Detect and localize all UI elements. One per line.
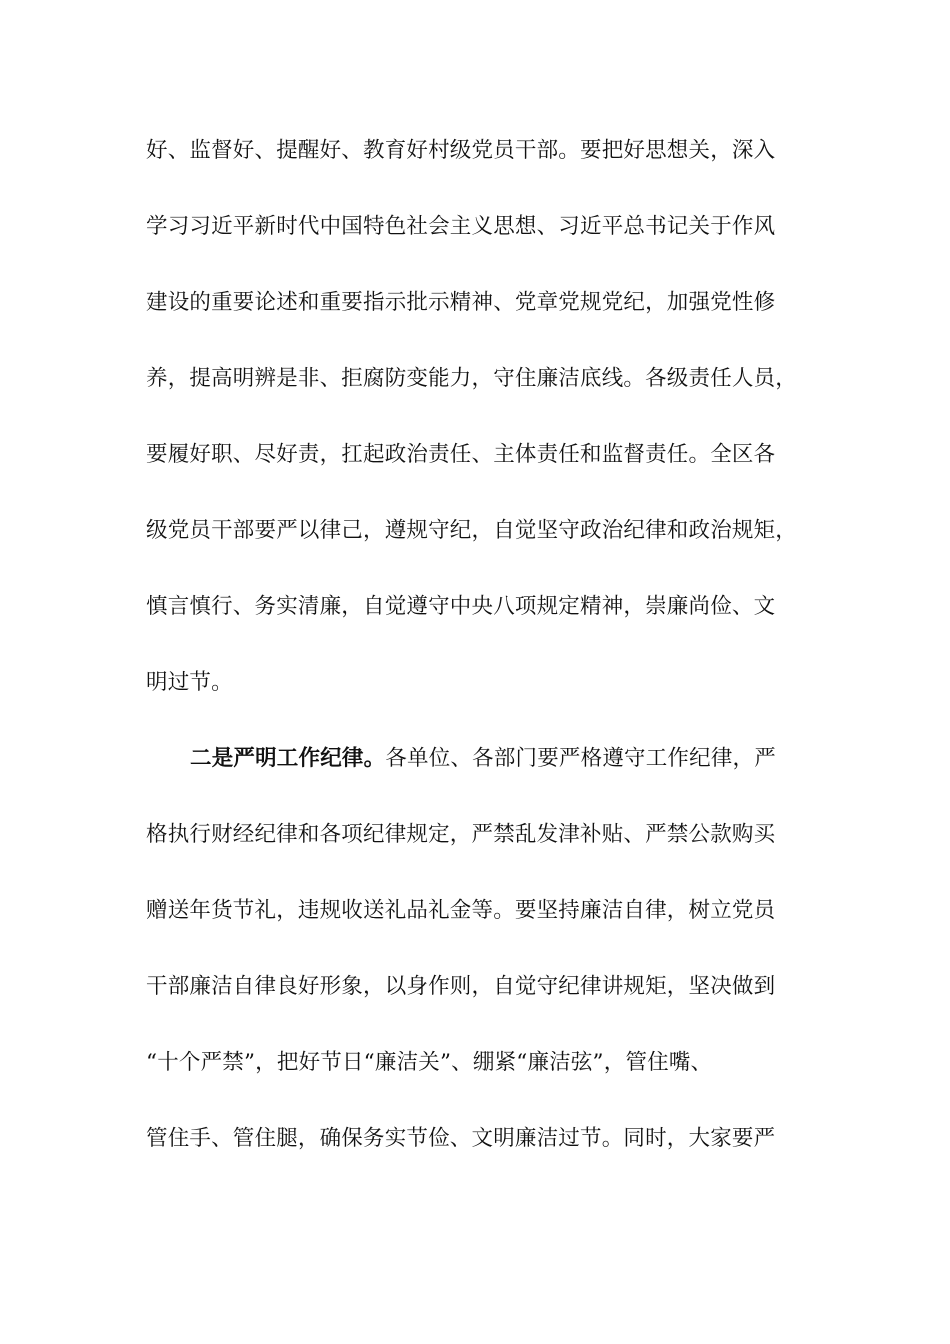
paragraph-2-line: 赠送年货节礼，违规收送礼品礼金等。要坚持廉洁自律，树立党员 [146,898,776,923]
paragraph-2-first-line-text: 各单位、各部门要严格遵守工作纪律，严 [385,746,776,771]
paragraph-1-line: 建设的重要论述和重要指示批示精神、党章党规党纪，加强党性修 [146,290,776,315]
paragraph-2-first-line [146,721,826,797]
section-heading: 二是严明工作纪律。 [190,746,386,771]
paragraph-1-line: 养，提高明辨是非、拒腐防变能力，守住廉洁底线。各级责任人员， [146,366,798,391]
paragraph-1-line: 级党员干部要严以律己，遵规守纪，自觉坚守政治纪律和政治规矩， [146,518,798,543]
paragraph-2-line: 干部廉洁自律良好形象，以身作则，自觉守纪律讲规矩，坚决做到 [146,974,776,999]
paragraph-2-line: 格执行财经纪律和各项纪律规定，严禁乱发津补贴、严禁公款购买 [146,822,776,847]
paragraph-1-line: 好、监督好、提醒好、教育好村级党员干部。要把好思想关，深入 [146,138,776,163]
paragraph-1-line: 要履好职、尽好责，扛起政治责任、主体责任和监督责任。全区各 [146,442,776,467]
paragraph-2-line: “十个严禁”，把好节日“廉洁关”、绷紧“廉洁弦”，管住嘴、 [146,1050,713,1075]
paragraph-1-line: 明过节。 [146,670,233,695]
paragraph-2 [146,721,826,1177]
paragraph-2-line: 管住手、管住腿，确保务实节俭、文明廉洁过节。同时，大家要严 [146,1126,776,1151]
paragraph-1-line: 学习习近平新时代中国特色社会主义思想、习近平总书记关于作风 [146,214,776,239]
paragraph-1-line: 慎言慎行、务实清廉，自觉遵守中央八项规定精神，崇廉尚俭、文 [146,594,776,619]
paragraph-1 [146,113,826,721]
